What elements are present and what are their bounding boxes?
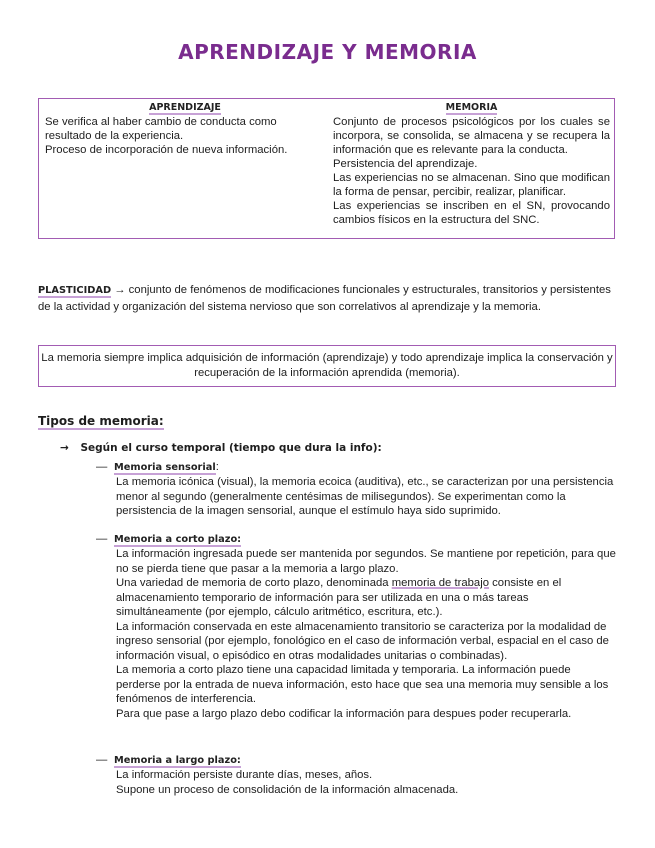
dash-icon: — [96, 461, 108, 473]
comparison-table [38, 98, 615, 239]
memory-note-text: La memoria siempre implica adquisición de información (aprendizaje) y todo aprendizaje implica la conservación y recuperación de la información aprendida (memoria). [41, 352, 613, 379]
memory-note-box [38, 345, 616, 387]
memoria-heading: MEMORIA [445, 102, 498, 113]
short-term-memory-section [96, 531, 616, 721]
aprendizaje-text: Proceso de incorporación de nueva información. [45, 144, 288, 156]
arrow-icon: → [114, 284, 126, 296]
sensory-memory-text: La memoria icónica (visual), la memoria ecoica (auditiva), etc., se caracterizan por una persistencia menor al segundo (generalmente centésimas de milisegundos). Se experimentan como la persistencia de la imagen sensorial, aunque el estímulo haya sido suprimido. [116, 476, 614, 517]
long-term-text: Supone un proceso de consolidación de la información almacenada. [116, 783, 459, 796]
plasticity-term: PLASTICIDAD [38, 285, 112, 296]
dash-icon: — [96, 533, 108, 545]
aprendizaje-column [45, 99, 325, 157]
memoria-text: Conjunto de procesos psicológicos por los cuales se incorpora, se consolida, se almacena y se recupera la información que es relevante para la conducta. [333, 116, 610, 156]
sensory-memory-heading: Memoria sensorial [114, 462, 216, 473]
memoria-text: Las experiencias se inscriben en el SN, provocando cambios físicos en la estructura del SNC. [333, 200, 610, 226]
short-term-text: La memoria a corto plazo tiene una capacidad limitada y temporaria. La información puede perderse por la entrada de nueva información, esto hace que sea una memoria muy sensible a los fenómenos de interferencia. [116, 664, 609, 705]
plasticity-definition [38, 282, 616, 315]
arrow-icon: → [60, 442, 69, 454]
short-term-text: Una variedad de memoria de corto plazo, denominada memoria de trabajo consiste en el almacenamiento temporario de información para ser utilizada en una o más tareas simultáneamente (por ejemplo, cálculo aritmético, escritura, etc.). [116, 577, 562, 618]
aprendizaje-heading: APRENDIZAJE [149, 102, 221, 113]
criterion-heading [60, 442, 382, 454]
long-term-memory-heading: Memoria a largo plazo: [114, 755, 241, 766]
long-term-memory-section [96, 752, 616, 797]
short-term-memory-heading: Memoria a corto plazo: [114, 534, 242, 545]
long-term-text: La información persiste durante días, meses, años. [116, 769, 373, 781]
page-title: APRENDIZAJE Y MEMORIA [178, 40, 477, 64]
memoria-text: Las experiencias no se almacenan. Sino que modifican la forma de pensar, percibir, realizar, planificar. [333, 172, 610, 198]
sensory-memory-section: — Memoria sensorial: La memoria icónica (visual), la memoria ecoica (auditiva), etc., se caracterizan por una persistencia menor al segundo (generalmente centésimas de milisegundos). Se experimentan como la persistencia de la imagen sensorial, aunque el estímulo haya sido suprimido. [96, 459, 616, 519]
short-term-text: La información ingresada puede ser mantenida por segundos. Se mantiene por repetición, para que no se pierda tiene que pasar a la memoria a largo plazo. [116, 548, 616, 575]
short-term-text: La información conservada en este almacenamiento transitorio se caracteriza por la modalidad de ingreso sensorial (por ejemplo, fonológico en el caso de información verbal, espacial en el caso de información visual, o episódico en otras modalidades unitarias o combinadas). [116, 620, 609, 662]
short-term-text: Para que pase a largo plazo debo codificar la información para despues poder recuperarla. [116, 707, 572, 720]
memoria-column [333, 99, 610, 227]
dash-icon: — [96, 754, 108, 766]
working-memory-term: memoria de trabajo [391, 577, 490, 589]
memoria-text: Persistencia del aprendizaje. [333, 158, 478, 170]
criterion-label: Según el curso temporal (tiempo que dura la info): [80, 442, 382, 454]
aprendizaje-text: Se verifica al haber cambio de conducta como resultado de la experiencia. [45, 116, 277, 142]
plasticity-text: conjunto de fenómenos de modificaciones funcionales y estructurales, transitorios y persistentes de la actividad y organización del sistema nervioso que son correlativos al aprendizaje y la memoria. [38, 284, 611, 313]
types-heading: Tipos de memoria: [38, 414, 164, 428]
